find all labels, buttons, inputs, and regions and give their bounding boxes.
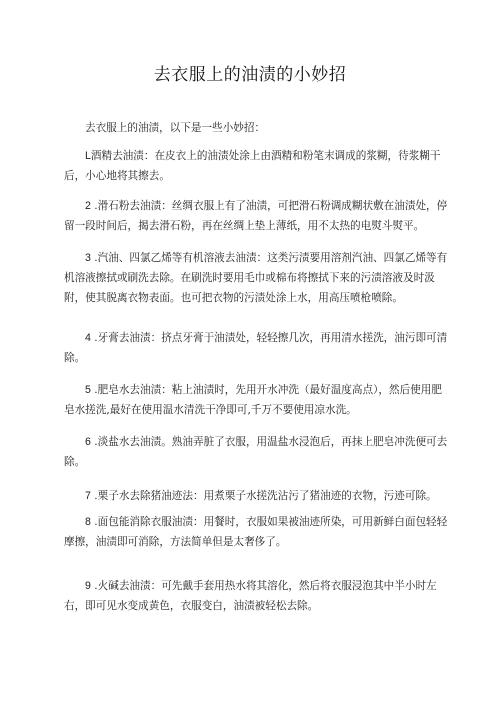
item-number: 8 [85, 516, 91, 528]
list-item [64, 512, 450, 552]
item-text: .牙膏去油渍：挤点牙膏于油渍处，轻轻擦几次，再用清水搓洗，油污即可清除。 [64, 332, 448, 364]
item-text: .汽油、四氯乙烯等有机溶液去油渍：这类污渍要用溶剂汽油、四氯乙烯等有机溶液擦拭或刷洗去除。在刷洗时要用毛巾或棉布将擦拭下来的污渍溶液及时汲附，使其脱离衣物表面。也可把衣物的污渍处涂上水，用高压喷枪喷除。 [64, 252, 448, 304]
item-number: L [85, 150, 91, 162]
list-item [64, 146, 450, 186]
item-text: .栗子水去除猪油迹法：用煮栗子水搓洗沾污了猪油迹的衣物，污迹可除。 [94, 490, 437, 502]
item-number: 5 [85, 384, 91, 396]
intro-paragraph: 去衣服上的油渍，以下是一些小妙招： [85, 122, 266, 134]
list-item [64, 432, 450, 472]
item-number: 7 [85, 490, 91, 502]
item-number: 4 [85, 332, 91, 344]
item-number: 6 [85, 436, 91, 448]
item-text: 酒精去油渍：在皮衣上的油渍处涂上由酒精和粉笔末调成的浆糊，待浆糊干后，小心地将其擦去。 [64, 150, 441, 182]
item-text: .面包能消除衣服油渍：用餐时，衣服如果被油迹所染，可用新鲜白面包轻轻摩擦，油渍即可消除，方法简单但是太奢侈了。 [64, 516, 448, 548]
item-number: 9 [85, 580, 91, 592]
item-number: 3 [85, 252, 91, 264]
list-item [64, 486, 450, 506]
item-number: 2 [85, 200, 91, 212]
list-item [64, 380, 450, 420]
list-item [64, 328, 450, 368]
page-title: 去衣服上的油渍的小妙招 [153, 65, 347, 85]
item-text: .肥皂水去油渍：粘上油渍时，先用开水冲洗（最好温度高点），然后使用肥皂水搓洗,最好在使用温水清洗干净即可,千万不要使用凉水洗。 [64, 384, 442, 416]
list-item [64, 576, 450, 616]
list-item [64, 196, 450, 236]
item-text: .滑石粉去油渍：丝绸衣服上有了油渍，可把滑石粉调成糊状敷在油渍处，停留一段时间后，揭去滑石粉，再在丝绸上垫上薄纸，用不太热的电熨斗熨平。 [64, 200, 448, 232]
item-text: .淡盐水去油渍。熟油弄脏了衣服，用温盐水浸泡后，再抹上肥皂冲洗便可去除。 [64, 436, 448, 468]
list-item [64, 248, 450, 308]
item-text: .火碱去油渍：可先戴手套用热水将其溶化，然后将衣服浸泡其中半小时左右，即可见水变成黄色，衣服变白，油渍被轻松去除。 [64, 580, 437, 612]
